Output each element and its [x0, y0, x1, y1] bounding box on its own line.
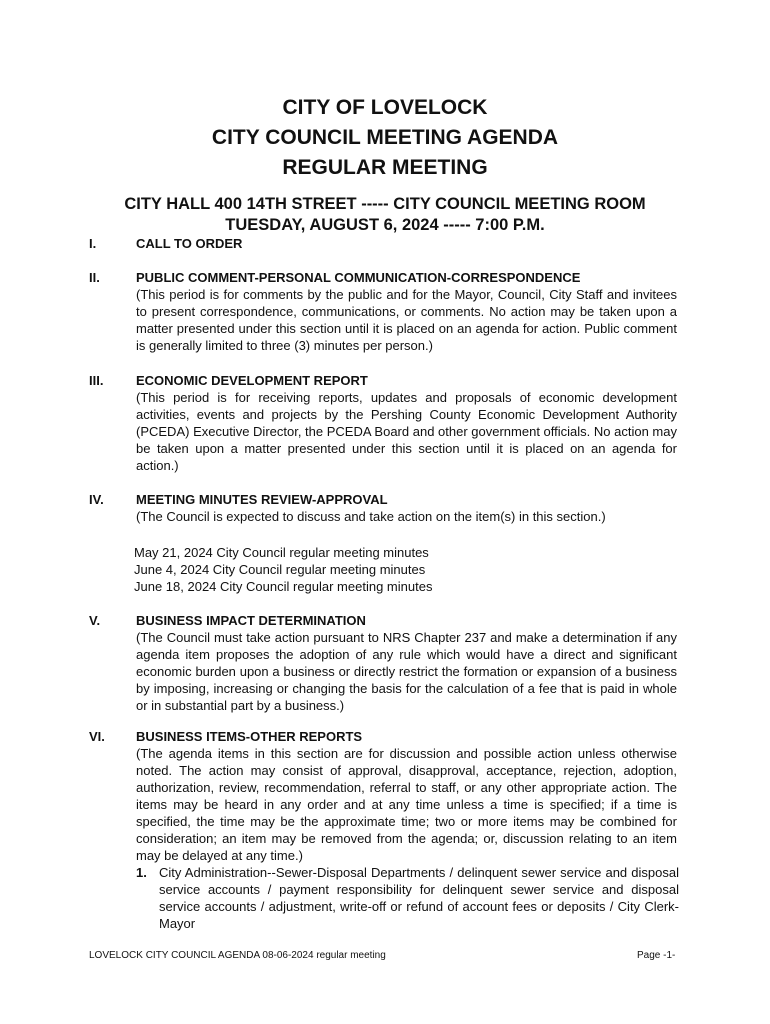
item-description: (The Council is expected to discuss and take action on the item(s) in this section.): [136, 509, 606, 524]
item-heading: MEETING MINUTES REVIEW-APPROVAL: [136, 492, 388, 507]
item-number: VI.: [89, 729, 105, 744]
item-description: (The Council must take action pursuant to NRS Chapter 237 and make a determination if any agenda item proposes the adoption of any rule which would have a direct and significant economic burden upon a business or directly restrict the formation or expansion of a business by imposing, increasing or changing the basis for the calculation of a fee that is paid in whole or in substantial part by a business.): [136, 630, 677, 713]
document-title: [0, 93, 770, 183]
item-heading: ECONOMIC DEVELOPMENT REPORT: [136, 373, 368, 388]
date-line: TUESDAY, AUGUST 6, 2024 ----- 7:00 P.M.: [225, 216, 545, 234]
item-heading: PUBLIC COMMENT-PERSONAL COMMUNICATION-CORRESPONDENCE: [136, 270, 581, 285]
item-heading: BUSINESS ITEMS-OTHER REPORTS: [136, 729, 363, 744]
item-description: (The agenda items in this section are for discussion and possible action unless otherwise noted. The action may consist of approval, disapproval, acceptance, rejection, adoption, authorization, review, recommendation, referral to staff, or any other appropriate action. The items may be heard in any order and at any time unless a time is specified; if a time is specified, the time may be the approximate time; two or more items may be combined for consideration; an item may be removed from the agenda; or, discussion relating to an item may be delayed at any time.): [136, 746, 677, 863]
item-description: (This period is for comments by the public and for the Mayor, Council, City Staff and invitees to present correspondence, communications, or comments. No action may be taken upon a matter presented under this section until it is placed on an agenda for action. Public comment is generally limited to three (3) minutes per person.): [136, 287, 677, 353]
item-number: IV.: [89, 492, 104, 507]
business-item-number: 1.: [136, 865, 147, 880]
item-number: III.: [89, 373, 104, 388]
minutes-entry: May 21, 2024 City Council regular meeting minutes: [134, 545, 429, 560]
title-line-agenda: CITY COUNCIL MEETING AGENDA: [211, 126, 559, 149]
item-number: V.: [89, 613, 101, 628]
title-line-meeting-type: REGULAR MEETING: [282, 156, 488, 179]
minutes-entry: June 4, 2024 City Council regular meeting minutes: [134, 562, 426, 577]
minutes-list: [134, 544, 432, 595]
minutes-entry: June 18, 2024 City Council regular meeting minutes: [134, 579, 433, 594]
item-number: II.: [89, 270, 100, 285]
business-item-text: City Administration--Sewer-Disposal Departments / delinquent sewer service and disposal service accounts / payment responsibility for delinquent sewer service and disposal service accounts / adjustment, write-off or refund of account fees or deposits / City Clerk-Mayor: [159, 865, 679, 931]
item-number: I.: [89, 236, 97, 251]
footer-page-number: Page -1-: [637, 950, 676, 961]
item-heading: BUSINESS IMPACT DETERMINATION: [136, 613, 366, 628]
item-heading: CALL TO ORDER: [136, 236, 243, 251]
item-description: (This period is for receiving reports, updates and proposals of economic development activities, events and projects by the Pershing County Economic Development Authority (PCEDA) Executive Director, the PCEDA Board and other government officials. No action may be taken upon a matter presented under this section until it is placed on an agenda for action.): [136, 390, 677, 473]
footer-document-name: LOVELOCK CITY COUNCIL AGENDA 08-06-2024 regular meeting: [89, 950, 386, 961]
meeting-location-date: [0, 194, 770, 236]
title-line-city: CITY OF LOVELOCK: [282, 96, 488, 119]
location-line: CITY HALL 400 14TH STREET ----- CITY COUNCIL MEETING ROOM: [124, 195, 646, 213]
